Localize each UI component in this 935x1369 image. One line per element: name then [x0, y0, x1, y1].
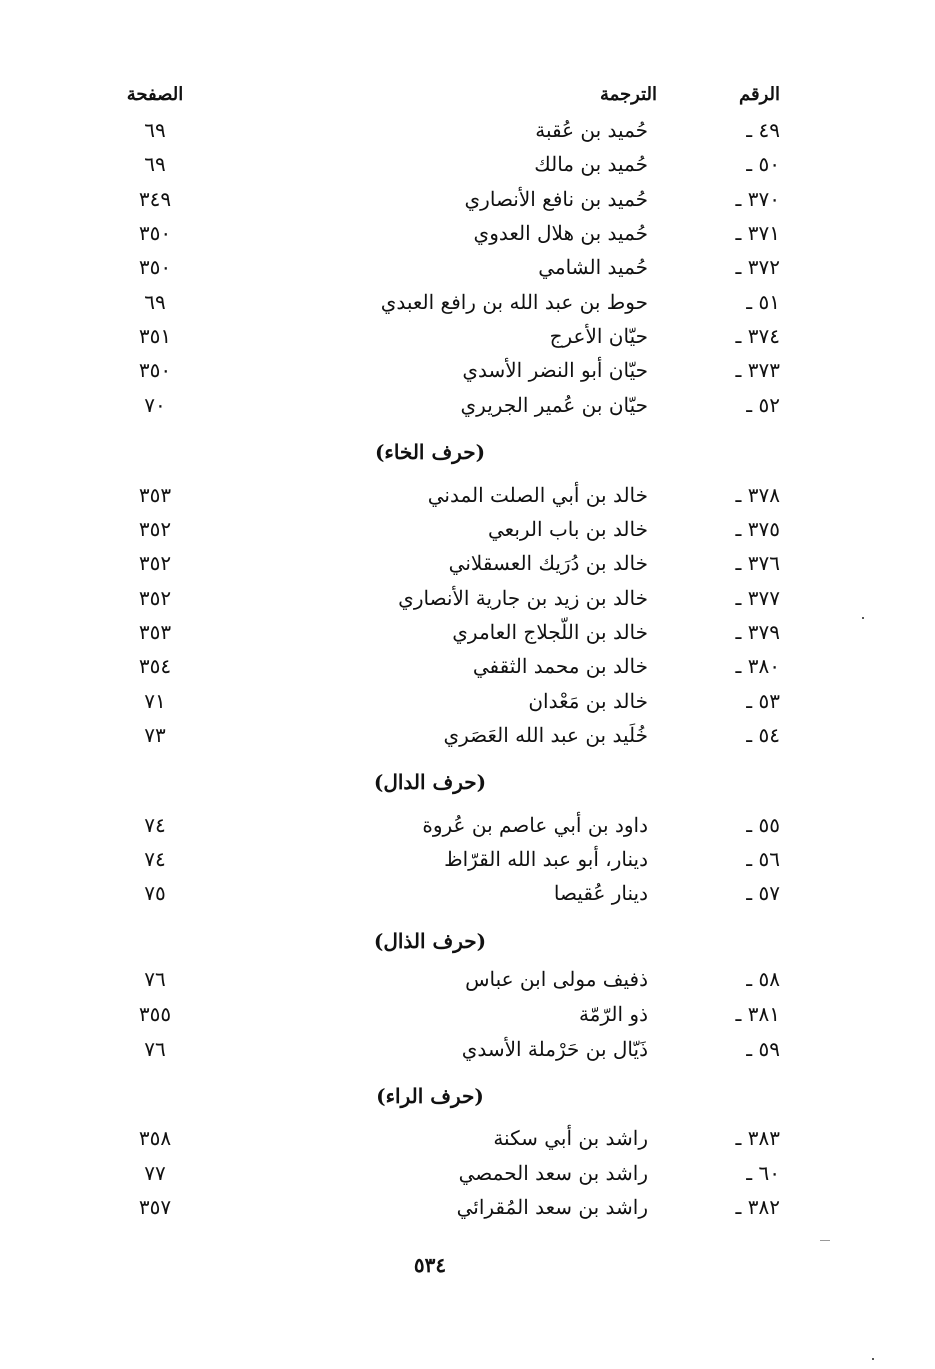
- entry-name: حُميد بن نافع الأنصاري: [464, 187, 648, 211]
- entry-name: حيّان الأعرج: [549, 324, 648, 348]
- entry-name: ذفيف مولى ابن عباس: [465, 967, 648, 991]
- index-row: [0, 1032, 935, 1066]
- index-row: [0, 353, 935, 387]
- entry-name: داود بن أبي عاصم بن عُروة: [422, 813, 648, 837]
- entry-name: خالد بن مَعْدان: [528, 689, 648, 713]
- index-row: [0, 962, 935, 996]
- entry-page: ٧٥: [144, 881, 166, 905]
- entry-page: ٧١: [144, 689, 166, 713]
- entry-name: حوط بن عبد الله بن رافع العبدي: [380, 290, 648, 314]
- entry-name: ذو الرّمّة: [578, 1002, 648, 1026]
- entry-page: ٣٥٠: [138, 358, 172, 382]
- entry-number: ٥٧ ـ: [746, 881, 780, 905]
- entry-number: ٣٧٢ ـ: [735, 255, 780, 279]
- entry-name: حُميد بن عُقبة: [535, 118, 648, 142]
- entry-number: ٣٧٠ ـ: [735, 187, 780, 211]
- entry-page: ٧٦: [144, 1037, 166, 1061]
- entry-page: ٣٥٨: [138, 1126, 172, 1150]
- page-number: ٥٣٤: [413, 1253, 447, 1277]
- section-heading-dal: (حرف الدال): [373, 770, 487, 794]
- entry-number: ٣٧٦ ـ: [735, 551, 780, 575]
- index-row: [0, 1190, 935, 1224]
- index-row: [0, 1121, 935, 1155]
- entry-page: ٣٥٤: [138, 654, 172, 678]
- entry-name: حُميد الشامي: [538, 255, 648, 279]
- entry-page: ٣٥٢: [138, 586, 172, 610]
- index-row: [0, 876, 935, 910]
- entry-number: ٥٠ ـ: [746, 152, 780, 176]
- entry-number: ٣٧٩ ـ: [735, 620, 780, 644]
- entry-page: ٦٩: [144, 118, 166, 142]
- entry-name: حيّان أبو النضر الأسدي: [462, 358, 648, 382]
- index-row: [0, 250, 935, 284]
- entry-name: دينار عُقيصا: [553, 881, 648, 905]
- entry-page: ٣٥٥: [138, 1002, 172, 1026]
- entry-number: ٥٨ ـ: [746, 967, 780, 991]
- index-row: [0, 285, 935, 319]
- index-row: [0, 684, 935, 718]
- entry-number: ٣٨٢ ـ: [735, 1195, 780, 1219]
- entry-number: ٤٩ ـ: [746, 118, 780, 142]
- entry-number: ٣٨١ ـ: [735, 1002, 780, 1026]
- entry-name: حُميد بن مالك: [534, 152, 648, 176]
- entry-name: راشد بن سعد الحمصي: [458, 1161, 648, 1185]
- entry-number: ٥٦ ـ: [746, 847, 780, 871]
- entry-name: حُميد بن هلال العدوي: [473, 221, 648, 245]
- entry-page: ٣٥٠: [138, 255, 172, 279]
- index-row: [0, 216, 935, 250]
- section-heading-khaa: (حرف الخاء): [374, 440, 486, 464]
- entry-page: ٦٩: [144, 152, 166, 176]
- entry-name: ذَيّال بن حَرْملة الأسدي: [461, 1037, 648, 1061]
- column-header-row: [0, 78, 935, 112]
- section-heading-dhal: (حرف الذال): [373, 929, 487, 953]
- entry-page: ٣٥٣: [138, 620, 172, 644]
- entry-number: ٥٩ ـ: [746, 1037, 780, 1061]
- index-row: [0, 147, 935, 181]
- entry-number: ٣٨٠ ـ: [735, 654, 780, 678]
- entry-page: ٣٥٧: [138, 1195, 172, 1219]
- entry-name: خالد بن اللّجلاج العامري: [452, 620, 648, 644]
- index-row: [0, 546, 935, 580]
- index-row: [0, 512, 935, 546]
- index-row: [0, 808, 935, 842]
- entry-page: ٧٤: [144, 847, 166, 871]
- entry-page: ٧٣: [144, 723, 166, 747]
- entry-number: ٣٧٧ ـ: [735, 586, 780, 610]
- entry-page: ٧٦: [144, 967, 166, 991]
- entry-number: ٣٧٤ ـ: [735, 324, 780, 348]
- entry-name: راشد بن أبي سكنة: [493, 1126, 648, 1150]
- index-row: [0, 113, 935, 147]
- entry-name: خالد بن زيد بن جارية الأنصاري: [398, 586, 648, 610]
- index-row: [0, 1156, 935, 1190]
- entry-number: ٣٧١ ـ: [735, 221, 780, 245]
- entry-number: ٣٧٥ ـ: [735, 517, 780, 541]
- section-heading-raa: (حرف الراء): [376, 1084, 484, 1108]
- entry-name: خُلَيد بن عبد الله العَصَري: [443, 723, 648, 747]
- entry-name: خالد بن دُرَيك العسقلاني: [448, 551, 648, 575]
- index-row: [0, 649, 935, 683]
- entry-number: ٥٤ ـ: [746, 723, 780, 747]
- entry-number: ٥٥ ـ: [746, 813, 780, 837]
- scan-speck: [872, 1358, 874, 1360]
- entry-number: ٣٧٣ ـ: [735, 358, 780, 382]
- entry-page: ٣٥٠: [138, 221, 172, 245]
- index-row: [0, 718, 935, 752]
- index-row: [0, 319, 935, 353]
- entry-number: ٥٢ ـ: [746, 393, 780, 417]
- page-column-header: الصفحة: [126, 84, 184, 105]
- entry-page: ٣٥١: [138, 324, 172, 348]
- entry-page: ٧٧: [144, 1161, 166, 1185]
- entry-page: ٦٩: [144, 290, 166, 314]
- index-row: [0, 615, 935, 649]
- entry-page: ٣٥٢: [138, 517, 172, 541]
- entry-number: ٣٨٣ ـ: [735, 1126, 780, 1150]
- scan-speck: [862, 617, 864, 619]
- index-row: [0, 182, 935, 216]
- entry-number: ٥٣ ـ: [746, 689, 780, 713]
- entry-column-header: الترجمة: [599, 84, 657, 105]
- entry-page: ٧٠: [144, 393, 166, 417]
- entry-number: ٥١ ـ: [746, 290, 780, 314]
- entry-page: ٣٥٣: [138, 483, 172, 507]
- index-row: [0, 478, 935, 512]
- entry-name: خالد بن أبي الصلت المدني: [427, 483, 648, 507]
- entry-name: راشد بن سعد المُقرائي: [456, 1195, 648, 1219]
- scan-speck: [820, 1240, 830, 1241]
- entry-name: خالد بن محمد الثقفي: [472, 654, 648, 678]
- index-row: [0, 388, 935, 422]
- entry-page: ٣٥٢: [138, 551, 172, 575]
- index-row: [0, 581, 935, 615]
- number-column-header: الرقم: [738, 84, 780, 105]
- entry-page: ٧٤: [144, 813, 166, 837]
- index-row: [0, 842, 935, 876]
- entry-name: خالد بن باب الربعي: [488, 517, 648, 541]
- entry-name: دينار، أبو عبد الله القرّاظ: [444, 847, 648, 871]
- entry-number: ٣٧٨ ـ: [735, 483, 780, 507]
- index-row: [0, 997, 935, 1031]
- entry-name: حيّان بن عُمير الجريري: [460, 393, 648, 417]
- entry-number: ٦٠ ـ: [746, 1161, 780, 1185]
- entry-page: ٣٤٩: [138, 187, 172, 211]
